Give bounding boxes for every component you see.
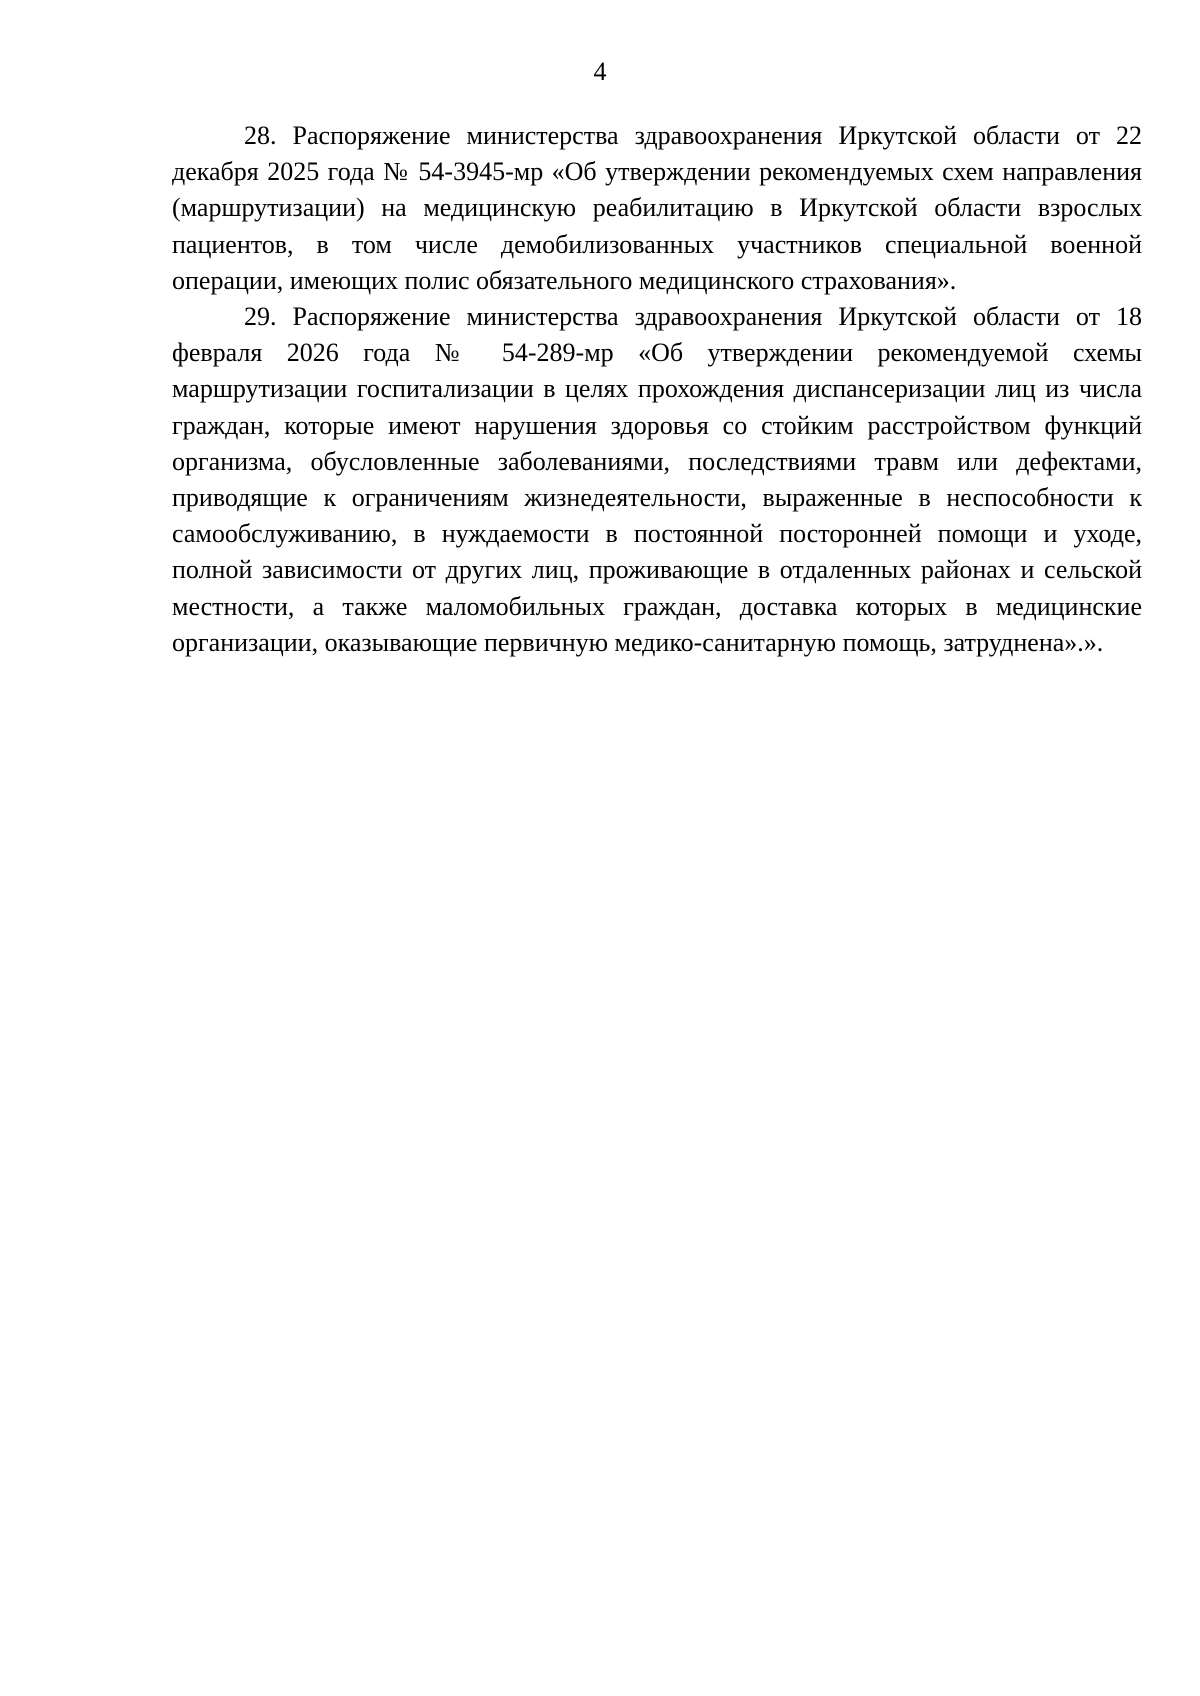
paragraph-item-29: 29. Распоряжение министерства здравоохранения Иркутской области от 18 февраля 2026 года № 54-289-мр «Об утверждении рекомендуемой схемы маршрутизации госпитализации в целях прохождения диспансеризации лиц из числа граждан, которые имеют нарушения здоровья со стойким расстройством функций организма, обусловленные заболеваниями, последствиями травм или дефектами, приводящие к ограничениям жизнедеятельности, выраженные в неспособности к самообслуживанию, в нуждаемости в постоянной посторонней помощи и уходе, полной зависимости от других лиц, проживающие в отдаленных районах и сельской местности, а также маломобильных граждан, доставка которых в медицинские организации, оказывающие первичную медико-санитарную помощь, затруднена».». <box>172 302 1142 657</box>
document-body <box>172 118 1142 661</box>
page-number: 4 <box>593 57 607 86</box>
paragraph-item-28: 28. Распоряжение министерства здравоохранения Иркутской области от 22 декабря 2025 года № 54-3945-мр «Об утверждении рекомендуемых схем направления (маршрутизации) на медицинскую реабилитацию в Иркутской области взрослых пациентов, в том числе демобилизованных участников специальной военной операции, имеющих полис обязательного медицинского страхования». <box>172 121 1142 295</box>
